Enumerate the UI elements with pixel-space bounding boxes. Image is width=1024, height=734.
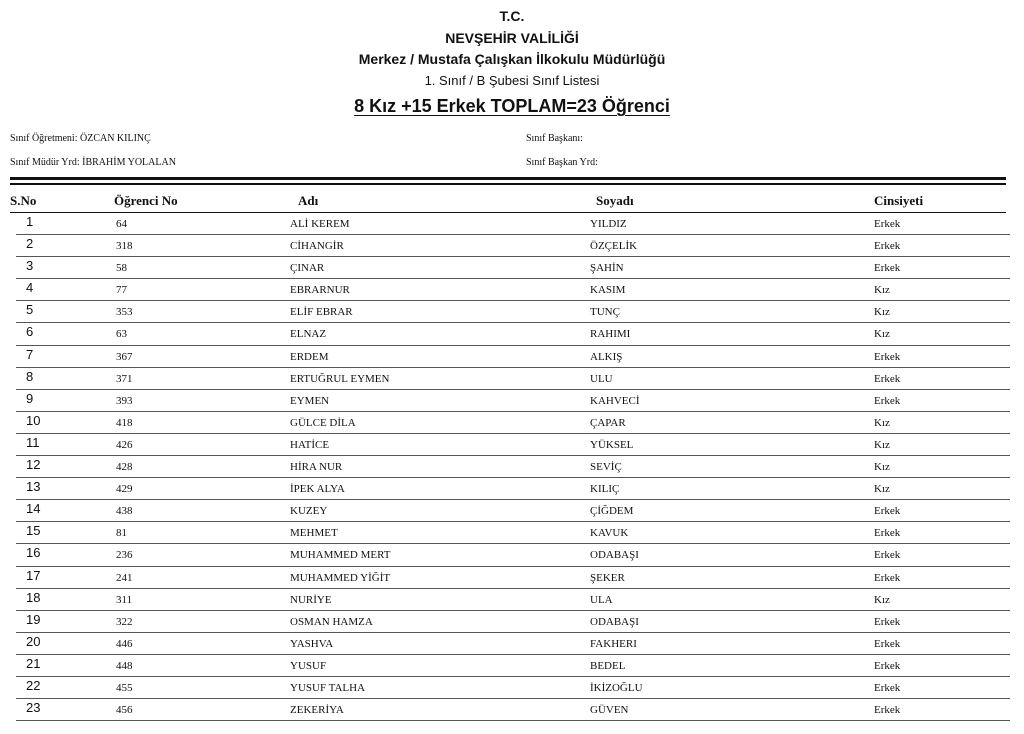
row-gender: Erkek <box>874 704 901 717</box>
row-surname: GÜVEN <box>590 704 629 717</box>
table-row <box>0 699 1024 721</box>
header-tc: T.C. <box>499 8 525 24</box>
row-name: ELİF EBRAR <box>290 306 353 319</box>
row-sno: 18 <box>26 589 41 605</box>
row-student-no: 367 <box>116 350 133 363</box>
row-gender: Kız <box>874 284 890 297</box>
row-gender: Erkek <box>874 571 901 584</box>
row-student-no: 448 <box>116 659 133 672</box>
row-gender: Erkek <box>874 394 901 407</box>
row-student-no: 428 <box>116 461 133 474</box>
table-row <box>0 301 1024 323</box>
row-student-no: 63 <box>116 328 127 341</box>
table-row <box>0 611 1024 633</box>
row-surname: ÇAPAR <box>590 416 626 429</box>
table-row <box>0 456 1024 478</box>
divider-double <box>10 183 1006 185</box>
row-sno: 2 <box>26 236 34 252</box>
row-sno: 13 <box>26 479 41 495</box>
table-row <box>0 522 1024 544</box>
row-student-no: 77 <box>116 284 127 297</box>
column-header-student-no: Öğrenci No <box>114 193 178 208</box>
row-name: MEHMET <box>290 527 338 540</box>
row-student-no: 456 <box>116 704 133 717</box>
table-row <box>0 346 1024 368</box>
row-sno: 10 <box>26 412 41 428</box>
row-student-no: 236 <box>116 549 133 562</box>
row-name: ÇINAR <box>290 262 325 275</box>
row-student-no: 318 <box>116 240 133 253</box>
row-gender: Erkek <box>874 681 901 694</box>
row-sno: 9 <box>26 390 34 406</box>
row-sno: 11 <box>26 434 40 450</box>
row-student-no: 241 <box>116 571 133 584</box>
row-gender: Kız <box>874 438 890 451</box>
row-name: YUSUF <box>290 659 327 672</box>
table-row <box>0 478 1024 500</box>
header-total-text: 8 Kız +15 Erkek TOPLAM=23 Öğrenci <box>354 96 670 116</box>
row-surname: YILDIZ <box>590 218 627 230</box>
header-total <box>0 96 1024 117</box>
row-student-no: 371 <box>116 372 133 385</box>
row-sno: 7 <box>26 346 34 362</box>
row-sno: 16 <box>26 545 41 561</box>
header-valilik: NEVŞEHİR VALİLİĞİ <box>445 30 579 46</box>
row-surname: ULU <box>590 372 613 385</box>
row-gender: Kız <box>874 593 890 606</box>
row-sno: 17 <box>26 567 41 583</box>
row-sno: 22 <box>26 677 41 693</box>
header-class: 1. Sınıf / B Şubesi Sınıf Listesi <box>424 73 600 88</box>
vice-principal: Sınıf Müdür Yrd: İBRAHİM YOLALAN <box>10 157 176 168</box>
row-surname: ÇİĞDEM <box>590 505 634 518</box>
row-sno: 23 <box>26 700 41 716</box>
row-student-no: 353 <box>116 306 133 319</box>
table-row <box>0 368 1024 390</box>
row-surname: KAVUK <box>590 527 629 540</box>
row-gender: Erkek <box>874 505 901 518</box>
row-name: EBRARNUR <box>290 284 350 297</box>
row-surname: ŞAHİN <box>590 262 624 275</box>
row-surname: YÜKSEL <box>590 438 634 451</box>
row-name: OSMAN HAMZA <box>290 615 373 628</box>
row-surname: BEDEL <box>590 659 626 672</box>
row-sno: 6 <box>26 324 34 340</box>
column-header-surname: Soyadı <box>596 193 634 208</box>
row-name: EYMEN <box>290 394 330 407</box>
row-surname: İKİZOĞLU <box>590 681 643 694</box>
row-student-no: 393 <box>116 394 133 407</box>
table-row <box>0 390 1024 412</box>
table-row <box>0 235 1024 257</box>
row-surname: SEVİÇ <box>590 461 622 474</box>
table-row <box>0 412 1024 434</box>
row-student-no: 438 <box>116 505 133 518</box>
table-row <box>0 544 1024 566</box>
row-surname: FAKHERI <box>590 637 637 650</box>
class-president: Sınıf Başkanı: <box>526 133 583 144</box>
row-name: MUHAMMED MERT <box>290 549 391 562</box>
table-row <box>0 567 1024 589</box>
row-student-no: 446 <box>116 637 133 650</box>
header-school: Merkez / Mustafa Çalışkan İlkokulu Müdürlüğü <box>358 51 666 67</box>
row-gender: Erkek <box>874 350 901 363</box>
table-row <box>0 257 1024 279</box>
row-student-no: 455 <box>116 681 133 694</box>
row-student-no: 64 <box>116 218 127 230</box>
row-sno: 20 <box>26 633 41 649</box>
divider-thick <box>10 177 1006 180</box>
row-gender: Erkek <box>874 372 901 385</box>
row-gender: Erkek <box>874 262 901 275</box>
table-row <box>0 279 1024 301</box>
row-surname: ODABAŞI <box>590 615 639 628</box>
row-student-no: 429 <box>116 483 133 496</box>
column-header-sno: S.No <box>10 193 37 208</box>
table-row <box>0 500 1024 522</box>
row-gender: Kız <box>874 461 890 474</box>
row-name: MUHAMMED YİĞİT <box>290 571 391 584</box>
row-sno: 3 <box>26 258 34 274</box>
row-name: YASHVA <box>290 637 334 650</box>
row-sno: 19 <box>26 611 41 627</box>
row-surname: ALKIŞ <box>590 350 623 363</box>
row-name: YUSUF TALHA <box>290 681 366 694</box>
row-gender: Erkek <box>874 549 901 562</box>
row-name: ERDEM <box>290 350 329 363</box>
table-row <box>0 633 1024 655</box>
row-sno: 15 <box>26 523 41 539</box>
row-sno: 21 <box>26 655 41 671</box>
row-student-no: 426 <box>116 438 133 451</box>
table-row <box>0 323 1024 345</box>
table-header <box>0 193 1024 213</box>
row-name: NURİYE <box>290 593 332 606</box>
row-gender: Kız <box>874 483 890 496</box>
table-row <box>0 655 1024 677</box>
row-name: ZEKERİYA <box>290 704 344 717</box>
table-row <box>0 434 1024 456</box>
class-vice-president: Sınıf Başkan Yrd: <box>526 157 598 168</box>
row-sno: 14 <box>26 501 41 517</box>
row-surname: ULA <box>590 593 613 606</box>
row-gender: Erkek <box>874 659 901 672</box>
row-name: HATİCE <box>290 438 330 451</box>
row-name: ERTUĞRUL EYMEN <box>290 372 390 385</box>
row-name: HİRA NUR <box>290 461 343 474</box>
row-sno: 12 <box>26 457 41 473</box>
row-gender: Erkek <box>874 527 901 540</box>
row-sno: 1 <box>26 214 34 229</box>
student-table-body <box>0 213 1024 721</box>
row-surname: ÖZÇELİK <box>590 240 638 253</box>
table-row <box>0 213 1024 235</box>
table-row <box>0 677 1024 699</box>
row-surname: ODABAŞI <box>590 549 639 562</box>
row-surname: TUNÇ <box>590 306 620 319</box>
row-gender: Erkek <box>874 615 901 628</box>
row-gender: Erkek <box>874 218 901 230</box>
row-sno: 8 <box>26 368 34 384</box>
row-sno: 5 <box>26 302 34 318</box>
row-student-no: 322 <box>116 615 133 628</box>
row-surname: KILIÇ <box>590 483 620 496</box>
row-sno: 4 <box>26 280 34 296</box>
row-surname: KASIM <box>590 284 626 297</box>
column-header-gender: Cinsiyeti <box>874 193 924 208</box>
class-teacher: Sınıf Öğretmeni: ÖZCAN KILINÇ <box>10 133 151 144</box>
row-student-no: 418 <box>116 416 133 429</box>
row-name: CİHANGİR <box>290 240 344 253</box>
row-name: KUZEY <box>290 505 328 518</box>
row-gender: Kız <box>874 306 890 319</box>
row-student-no: 81 <box>116 527 127 540</box>
table-row <box>0 589 1024 611</box>
row-student-no: 58 <box>116 262 127 275</box>
row-surname: KAHVECİ <box>590 394 640 407</box>
row-surname: RAHIMI <box>590 328 631 341</box>
row-name: ALİ KEREM <box>290 218 350 230</box>
row-student-no: 311 <box>116 593 133 606</box>
row-name: GÜLCE DİLA <box>290 416 356 429</box>
row-gender: Erkek <box>874 637 901 650</box>
row-name: İPEK ALYA <box>290 483 345 496</box>
row-gender: Kız <box>874 328 890 341</box>
column-header-name: Adı <box>298 193 319 208</box>
row-name: ELNAZ <box>290 328 327 341</box>
row-surname: ŞEKER <box>590 571 625 584</box>
row-gender: Erkek <box>874 240 901 253</box>
row-gender: Kız <box>874 416 890 429</box>
